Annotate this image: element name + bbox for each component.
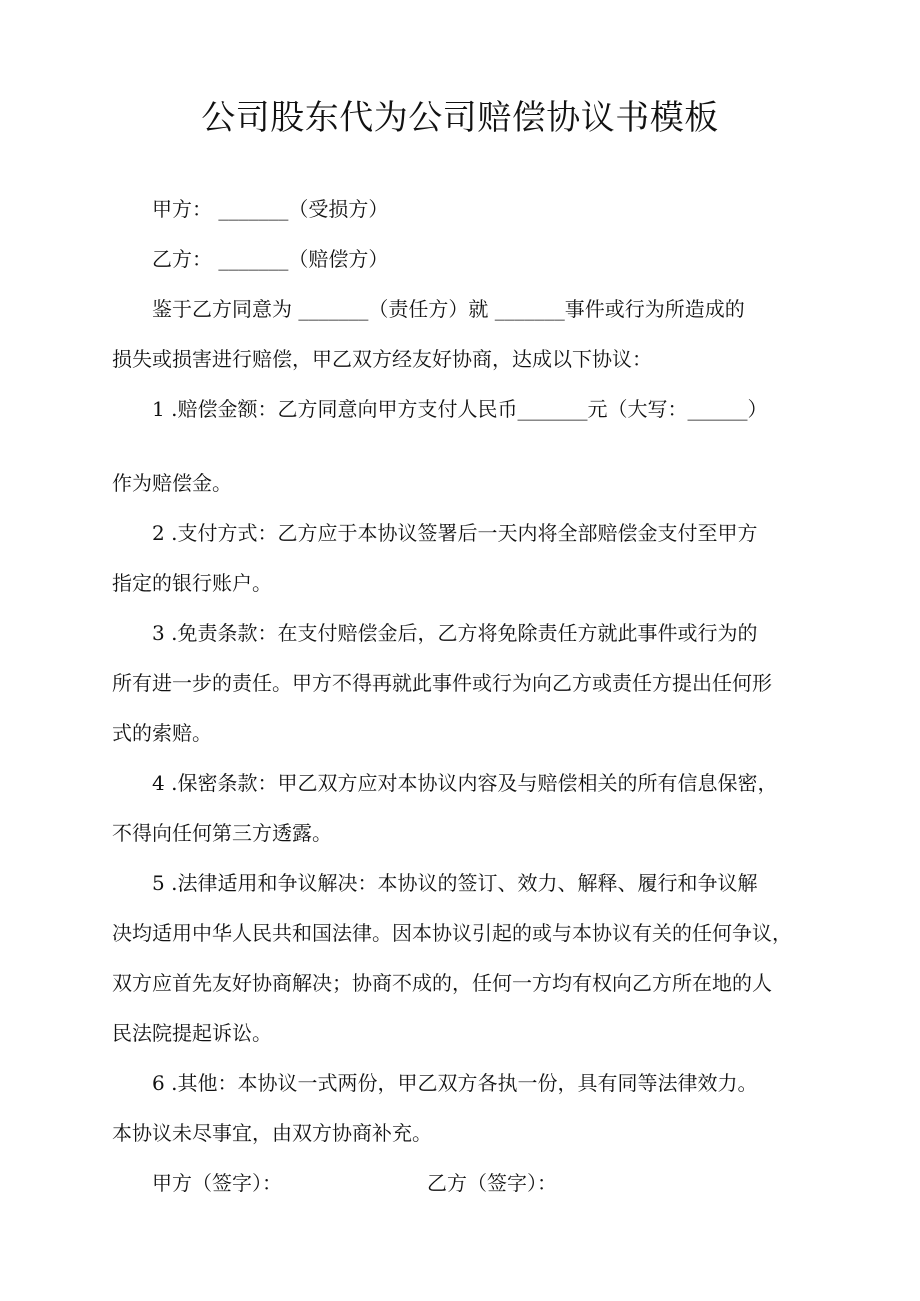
party-b-line: 乙方： _______（赔偿方） xyxy=(152,247,389,271)
document-title: 公司股东代为公司赔偿协议书模板 xyxy=(201,98,719,138)
clause-6-line-2: 本协议未尽事宜，由双方协商补充。 xyxy=(112,1121,432,1145)
clause-1-line-1: 1 .赔偿金额：乙方同意向甲方支付人民币_______元（大写：______） xyxy=(152,397,768,421)
signature-party-a: 甲方（签字）： xyxy=(152,1171,282,1195)
clause-5-line-2: 决均适用中华人民共和国法律。因本协议引起的或与本协议有关的任何争议， xyxy=(112,921,792,945)
clause-5-line-1: 5 .法律适用和争议解决：本协议的签订、效力、解释、履行和争议解 xyxy=(152,871,758,895)
clause-1-gap xyxy=(112,434,808,458)
party-a-line: 甲方： _______（受损方） xyxy=(152,197,389,221)
clause-5-line-3: 双方应首先友好协商解决；协商不成的，任何一方均有权向乙方所在地的人 xyxy=(112,971,772,995)
clause-3-line-2: 所有进一步的责任。甲方不得再就此事件或行为向乙方或责任方提出任何形 xyxy=(112,671,772,695)
clause-2-line-2: 指定的银行账户。 xyxy=(112,571,272,595)
clause-5-line-4: 民法院提起诉讼。 xyxy=(112,1021,272,1045)
clause-4-line-2: 不得向任何第三方透露。 xyxy=(112,821,332,845)
clause-4-line-1: 4 .保密条款：甲乙双方应对本协议内容及与赔偿相关的所有信息保密， xyxy=(152,771,778,795)
signature-party-b: 乙方（签字）： xyxy=(427,1171,557,1195)
clause-1-line-2: 作为赔偿金。 xyxy=(112,471,232,495)
preamble-line-2: 损失或损害进行赔偿，甲乙双方经友好协商，达成以下协议： xyxy=(112,347,652,371)
clause-3-line-1: 3 .免责条款：在支付赔偿金后，乙方将免除责任方就此事件或行为的 xyxy=(152,621,758,645)
clause-6-line-1: 6 .其他：本协议一式两份，甲乙双方各执一份，具有同等法律效力。 xyxy=(152,1071,758,1095)
preamble-line-1: 鉴于乙方同意为 _______（责任方）就 _______事件或行为所造成的 xyxy=(152,297,745,321)
clause-2-line-1: 2 .支付方式：乙方应于本协议签署后一天内将全部赔偿金支付至甲方 xyxy=(152,521,758,545)
clause-3-line-3: 式的索赔。 xyxy=(112,721,212,745)
document-body xyxy=(112,184,808,1208)
signature-row xyxy=(112,1158,808,1208)
